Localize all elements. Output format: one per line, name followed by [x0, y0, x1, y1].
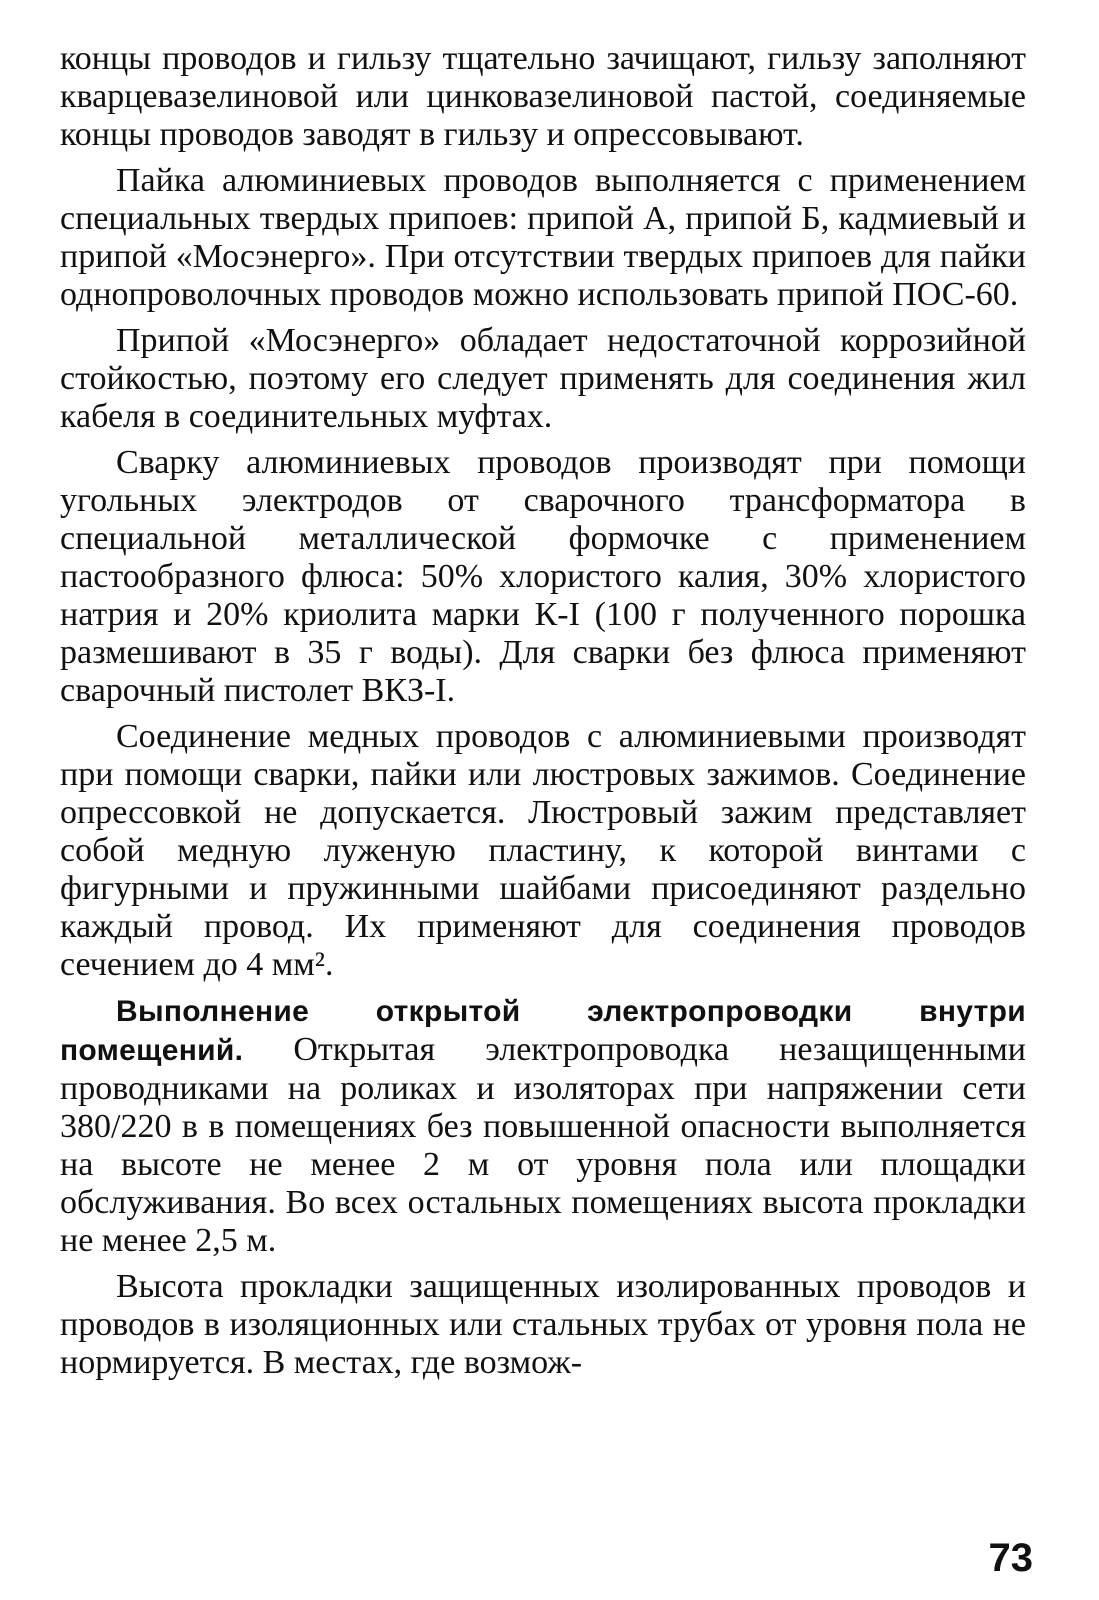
paragraph-3-text: Припой «Мосэнерго» обладает недостаточной коррозийной стойкостью, поэтому его следует применять для соединения жил кабеля в соединительных муфтах. — [60, 322, 1026, 435]
paragraph-3 — [60, 322, 1026, 436]
paragraph-4 — [60, 444, 1026, 710]
paragraph-2 — [60, 162, 1026, 314]
paragraph-5 — [60, 718, 1026, 984]
paragraph-1 — [60, 40, 1026, 154]
paragraph-6 — [60, 992, 1026, 1260]
paragraph-5-text: Соединение медных проводов с алюминиевыми производят при помощи сварки, пайки или люстровых зажимов. Соединение опрессовкой не допускается. Люстровый зажим представляет собой медную луженую пластину, к которой винтами с фигурными и пружинными шайбами присоединяют раздельно каждый провод. Их применяют для соединения проводов сечением до 4 мм². — [60, 718, 1026, 983]
paragraph-7-text: Высота прокладки защищенных изолированных проводов и проводов в изоляционных или стальных трубах от уровня пола не нормируется. В местах, где возмож- — [60, 1268, 1026, 1381]
paragraph-6-text: Открытая электропроводка незащищенными проводниками на роликах и изоляторах при напряжении сети 380/220 в в помещениях без повышенной опасности выполняется на высоте не менее 2 м от уровня пола или площадки обслуживания. Во всех остальных помещениях высота прокладки не менее 2,5 м. — [60, 1031, 1026, 1259]
section-heading: Выполнение открытой электропроводки внутри помещений. — [60, 995, 1026, 1067]
page-body — [60, 40, 1026, 1390]
paragraph-7 — [60, 1268, 1026, 1382]
paragraph-2-text: Пайка алюминиевых проводов выполняется с применением специальных твердых припоев: припой А, припой Б, кадмиевый и припой «Мосэнерго». При отсутствии твердых припоев для пайки однопроволочных проводов можно использовать припой ПОС-60. — [60, 162, 1026, 313]
page-number: 73 — [988, 1536, 1033, 1580]
paragraph-4-text: Сварку алюминиевых проводов производят при помощи угольных электродов от сварочного трансформатора в специальной металлической формочке с применением пастообразного флюса: 50% хлористого калия, 30% хлористого натрия и 20% криолита марки К-I (100 г полученного порошка размешивают в 35 г воды). Для сварки без флюса применяют сварочный пистолет ВКЗ-I. — [60, 444, 1026, 709]
paragraph-1-text: концы проводов и гильзу тщательно зачищают, гильзу заполняют кварцевазелиновой или цинковазелиновой пастой, соединяемые концы проводов заводят в гильзу и опрессовывают. — [60, 40, 1026, 153]
